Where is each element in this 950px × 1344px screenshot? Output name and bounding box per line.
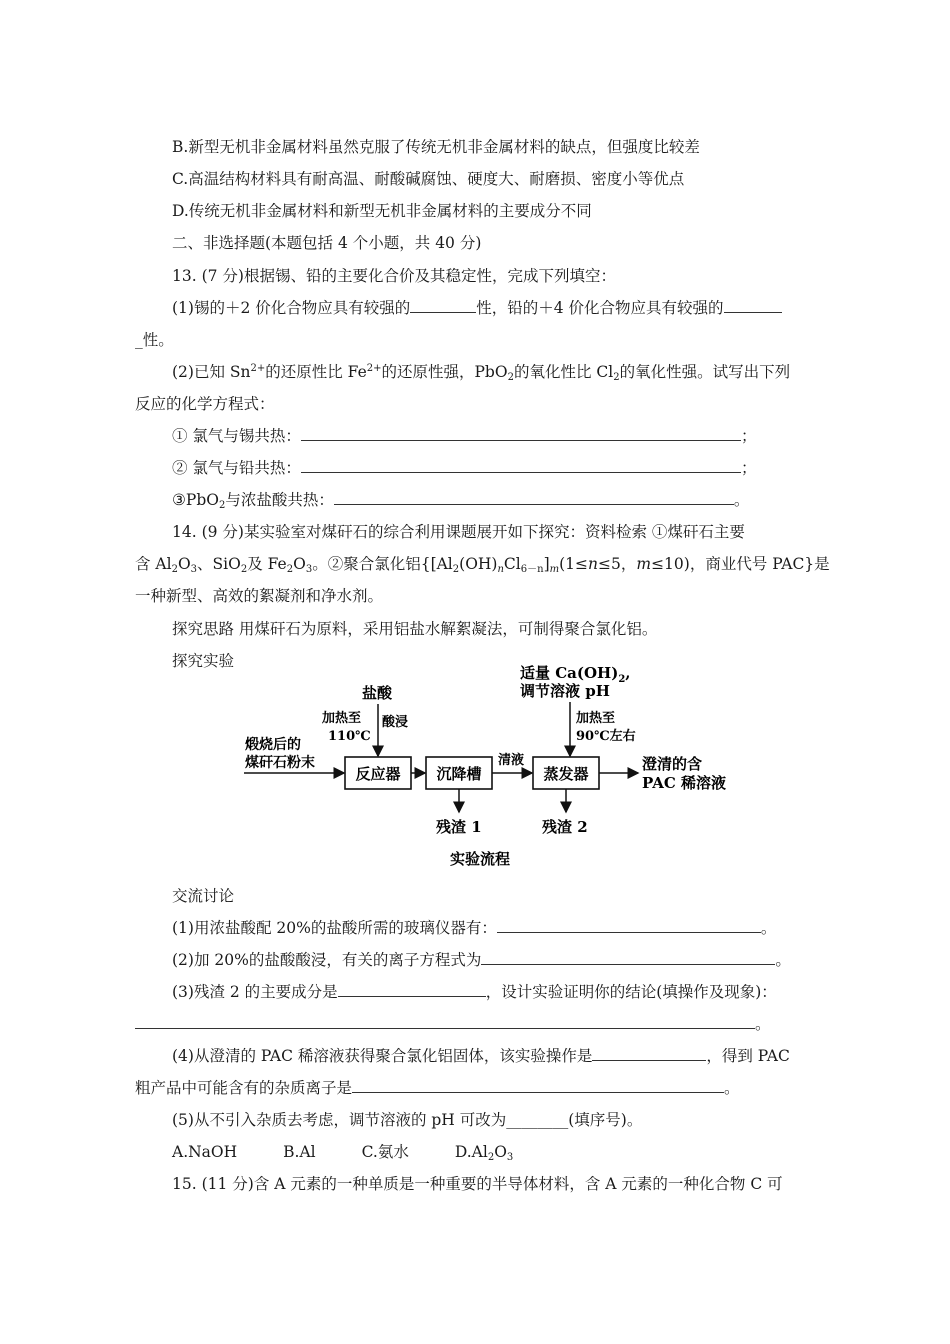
punct: ； bbox=[740, 459, 757, 477]
q13-reaction-2 bbox=[172, 458, 756, 478]
answer-blank[interactable] bbox=[497, 918, 761, 933]
text: 及 Fe bbox=[247, 555, 287, 573]
option-b[interactable]: B.Al bbox=[283, 1143, 316, 1161]
subscript: 2 bbox=[613, 372, 620, 383]
q14-idea: 探究思路 用煤矸石为原料，采用铝盐水解絮凝法，可制得聚合氯化铝。 bbox=[172, 620, 658, 638]
subscript: 2 bbox=[286, 564, 294, 575]
subscript: 2 bbox=[171, 564, 178, 575]
text: (1≤ bbox=[559, 555, 589, 573]
text: ≤10)，商业代号 PAC}是 bbox=[651, 555, 830, 573]
heat-90-label-1: 加热至 bbox=[576, 711, 616, 726]
q14-q4 bbox=[172, 1046, 790, 1066]
q13-p2-text: (2)已知 Sn bbox=[172, 363, 251, 381]
subscript: 3 bbox=[305, 564, 313, 575]
subscript: 6－n bbox=[520, 564, 544, 575]
q14-experiment-heading: 探究实验 bbox=[172, 652, 235, 670]
subscript: m bbox=[549, 564, 560, 575]
answer-blank[interactable] bbox=[410, 298, 476, 313]
var-n: n bbox=[588, 555, 598, 573]
q12-option-b: B.新型无机非金属材料虽然克服了传统无机非金属材料的缺点，但强度比较差 bbox=[172, 138, 700, 156]
caoh-label: 适量 $Ca(OH)_2$, bbox=[520, 664, 631, 685]
q13-part1 bbox=[172, 298, 782, 318]
answer-blank[interactable] bbox=[338, 982, 486, 997]
q13-p2-text: 的氧化性强。试写出下列 bbox=[619, 363, 791, 381]
settler-label: 沉降槽 bbox=[436, 765, 482, 783]
reaction-label: ③PbO bbox=[172, 491, 219, 509]
q14-stem-line3: 一种新型、高效的絮凝剂和净水剂。 bbox=[135, 587, 384, 605]
question-text: 粗产品中可能含有的杂质离子是 bbox=[135, 1079, 353, 1097]
q13-part2 bbox=[172, 362, 790, 382]
reaction-label: ① 氯气与锡共热： bbox=[172, 427, 301, 445]
text: (OH) bbox=[459, 555, 498, 573]
hcl-label: 盐酸 bbox=[362, 684, 393, 702]
adjust-ph-label: 调节溶液 pH bbox=[520, 682, 610, 700]
heat-90-label-2: 90℃左右 bbox=[576, 729, 636, 744]
question-text: (4)从澄清的 PAC 稀溶液获得聚合氯化铝固体，该实验操作是 bbox=[172, 1047, 593, 1065]
option-d-text: O bbox=[494, 1143, 507, 1161]
q13-p1a: (1)锡的＋2 价化合物应具有较强的 bbox=[172, 299, 411, 317]
diagram-caption: 实验流程 bbox=[450, 850, 511, 868]
q14-q4-cont bbox=[135, 1078, 740, 1098]
q13-p2-text: 的还原性强，PbO bbox=[381, 363, 508, 381]
evaporator-label: 蒸发器 bbox=[543, 765, 589, 783]
q12-option-d: D.传统无机非金属材料和新型无机非金属材料的主要成分不同 bbox=[172, 202, 592, 220]
q13-part1-cont: _性。 bbox=[135, 331, 174, 349]
subscript: 2 bbox=[240, 564, 248, 575]
subscript: 3 bbox=[190, 564, 198, 575]
q14-q1 bbox=[172, 918, 776, 938]
output-label-2: PAC 稀溶液 bbox=[642, 774, 726, 792]
q14-discussion-heading: 交流讨论 bbox=[172, 887, 235, 905]
q14-q5: (5)从不引入杂质去考虑，调节溶液的 pH 可改为________(填序号)。 bbox=[172, 1111, 643, 1129]
answer-blank[interactable] bbox=[592, 1046, 706, 1061]
punct: 。 bbox=[775, 951, 791, 969]
q14-q5-options bbox=[172, 1142, 513, 1162]
answer-blank[interactable] bbox=[301, 426, 741, 441]
text: Cl bbox=[503, 555, 521, 573]
answer-blank[interactable] bbox=[481, 950, 775, 965]
residue-1-label: 残渣 1 bbox=[436, 818, 482, 836]
q15-stem: 15. (11 分)含 A 元素的一种单质是一种重要的半导体材料，含 A 元素的一种化合物 C 可 bbox=[172, 1175, 783, 1193]
answer-blank[interactable] bbox=[352, 1078, 724, 1093]
answer-blank[interactable] bbox=[301, 458, 741, 473]
text: 含 Al bbox=[135, 555, 172, 573]
superscript: 2+ bbox=[250, 363, 266, 374]
punct: 。 bbox=[755, 1015, 771, 1033]
question-text: ，得到 PAC bbox=[706, 1047, 790, 1065]
q14-q3 bbox=[172, 982, 777, 1002]
question-text: (2)加 20%的盐酸酸浸，有关的离子方程式为 bbox=[172, 951, 482, 969]
q13-p2-text: 的还原性比 Fe bbox=[265, 363, 367, 381]
subscript: 3 bbox=[506, 1152, 514, 1163]
q14-stem-line2 bbox=[135, 554, 830, 574]
residue-2-label: 残渣 2 bbox=[542, 818, 588, 836]
answer-blank[interactable] bbox=[724, 298, 782, 313]
acid-leach-label: 酸浸 bbox=[382, 715, 409, 730]
feed-label-1: 煅烧后的 bbox=[245, 737, 301, 753]
q12-option-c: C.高温结构材料具有耐高温、耐酸碱腐蚀、硬度大、耐磨损、密度小等优点 bbox=[172, 170, 685, 188]
subscript: 2 bbox=[487, 1152, 495, 1163]
option-d-text: D.Al bbox=[454, 1143, 488, 1161]
process-flow-diagram bbox=[240, 662, 760, 874]
text: 。②聚合氯化铝{[Al bbox=[312, 555, 453, 573]
q14-q3-answer-line bbox=[135, 1014, 771, 1034]
heat-110-label-2: 110℃ bbox=[328, 729, 371, 744]
section-heading: 二、非选择题(本题包括 4 个小题，共 40 分) bbox=[172, 234, 482, 252]
punct: 。 bbox=[724, 1079, 740, 1097]
answer-blank[interactable] bbox=[334, 490, 734, 505]
option-a[interactable]: A.NaOH bbox=[172, 1143, 238, 1161]
text: O bbox=[177, 555, 191, 573]
question-text: (3)残渣 2 的主要成分是 bbox=[172, 983, 338, 1001]
punct: 。 bbox=[760, 919, 777, 937]
clear-liquid-label: 清液 bbox=[498, 753, 525, 768]
reaction-label: 与浓盐酸共热： bbox=[225, 491, 334, 509]
q13-reaction-3 bbox=[172, 490, 749, 510]
question-text: (1)用浓盐酸配 20%的盐酸所需的玻璃仪器有： bbox=[172, 919, 497, 937]
text: ] bbox=[543, 555, 550, 573]
q13-reaction-1 bbox=[172, 426, 756, 446]
text: 、SiO bbox=[197, 555, 241, 573]
q14-q2 bbox=[172, 950, 791, 970]
var-m: m bbox=[636, 555, 652, 573]
subscript: 2 bbox=[452, 564, 460, 575]
subscript: 2 bbox=[218, 500, 226, 511]
q13-stem: 13. (7 分)根据锡、铅的主要化合价及其稳定性，完成下列填空： bbox=[172, 267, 616, 285]
q13-p2-text: 的氧化性比 Cl bbox=[513, 363, 614, 381]
superscript: 2+ bbox=[366, 363, 382, 374]
output-label-1: 澄清的含 bbox=[642, 755, 703, 773]
q13-p1b: 性，铅的＋4 价化合物应具有较强的 bbox=[476, 299, 724, 317]
punct: ； bbox=[740, 427, 757, 445]
question-text: ，设计实验证明你的结论(填操作及现象)： bbox=[485, 983, 777, 1001]
subscript: 2 bbox=[507, 372, 514, 383]
text: O bbox=[293, 555, 306, 573]
heat-110-label-1: 加热至 bbox=[322, 711, 362, 726]
option-c[interactable]: C.氨水 bbox=[361, 1143, 409, 1161]
feed-label-2: 煤矸石粉末 bbox=[245, 755, 315, 771]
q13-part2-cont: 反应的化学方程式： bbox=[135, 395, 275, 413]
subscript: n bbox=[497, 564, 504, 575]
option-d[interactable] bbox=[455, 1143, 513, 1161]
punct: 。 bbox=[733, 491, 750, 509]
reaction-label: ② 氯气与铅共热： bbox=[172, 459, 301, 477]
text: ≤5， bbox=[598, 555, 637, 573]
answer-blank[interactable] bbox=[135, 1014, 755, 1029]
q14-stem: 14. (9 分)某实验室对煤矸石的综合利用课题展开如下探究：资料检索 ①煤矸石主要 bbox=[172, 523, 745, 541]
reactor-label: 反应器 bbox=[355, 765, 401, 783]
